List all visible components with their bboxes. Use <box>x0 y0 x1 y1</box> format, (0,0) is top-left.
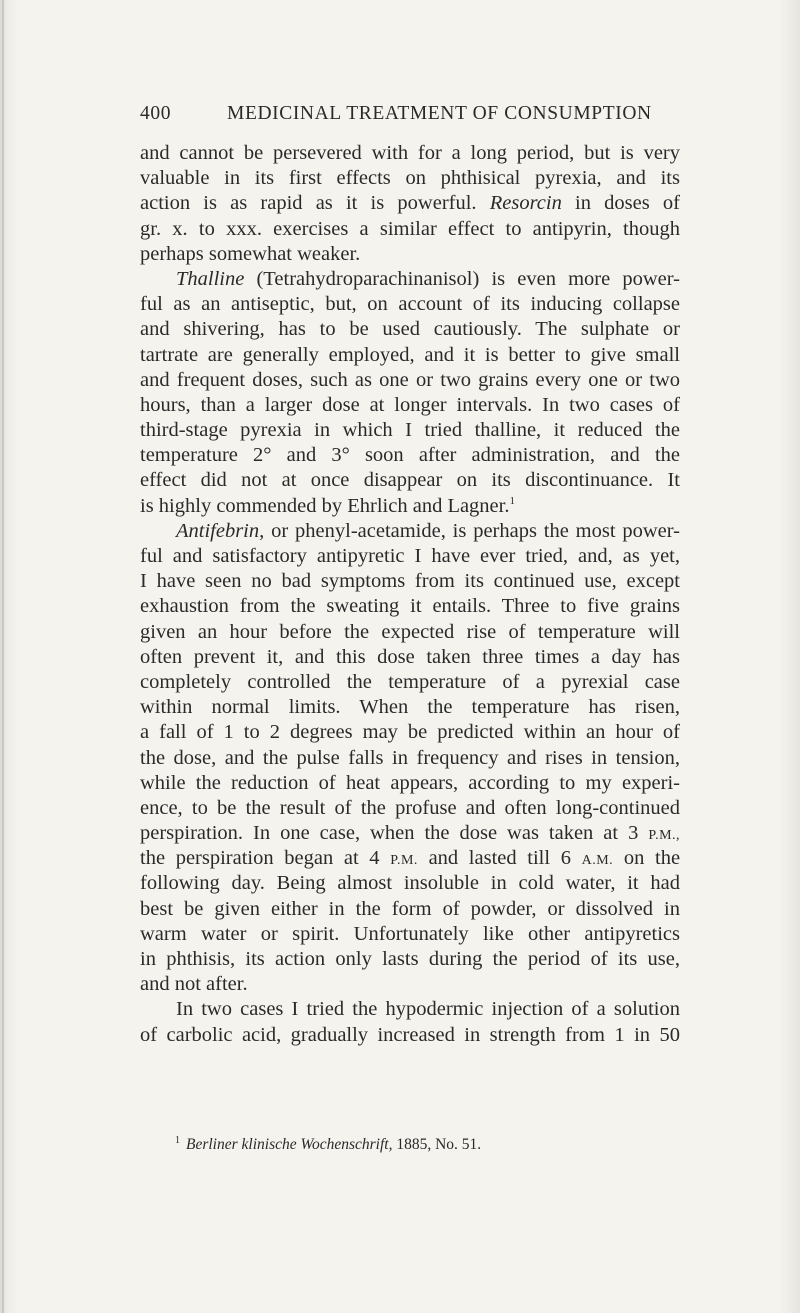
running-title: MEDICINAL TREATMENT OF CONSUMPTION <box>227 103 652 124</box>
text-line: following day. Being almost insoluble in cold water, it had <box>140 872 680 895</box>
text-line: exhaustion from the sweating it entails. Three to five grains <box>140 595 680 618</box>
text-line: of carbolic acid, gradually increased in strength from 1 in 50 <box>140 1023 680 1046</box>
text-line: hours, than a larger dose at longer intervals. In two cases of <box>140 393 680 416</box>
text-line: completely controlled the temperature of a pyrexial case <box>140 670 680 693</box>
drug-name-antifebrin: Antifebrin, <box>176 519 265 542</box>
text-line: ful as an antiseptic, but, on account of its inducing collapse <box>140 293 680 316</box>
text-line: is highly commended by Ehrlich and Lagner.$^1$ <box>140 494 515 517</box>
text-line: while the reduction of heat appears, according to my experi- <box>140 771 680 794</box>
page-gutter-shadow <box>2 0 4 1313</box>
page-number: 400 <box>140 103 172 124</box>
footnote-mark: 1 <box>175 1135 180 1146</box>
text-line: a fall of 1 to 2 degrees may be predicted within an hour of <box>140 721 680 744</box>
text-line: I have seen no bad symptoms from its continued use, except <box>140 570 680 593</box>
text-line: warm water or spirit. Unfortunately like other antipyretics <box>140 922 680 945</box>
text-line: in phthisis, its action only lasts during the period of its use, <box>140 948 680 970</box>
footnote <box>175 1135 655 1154</box>
text-line: often prevent it, and this dose taken three times a day has <box>140 645 680 668</box>
text-line: gr. x. to xxx. exercises a similar effect to antipyrin, though <box>140 217 680 240</box>
body-text <box>140 141 680 1048</box>
text-line: third-stage pyrexia in which I tried thalline, it reduced the <box>140 419 680 442</box>
text-line: valuable in its first effects on phthisical pyrexia, and its <box>140 167 680 190</box>
text-line: Thalline (Tetrahydroparachinanisol) is even more power- <box>176 267 681 290</box>
footnote-citation: 1885, No. 51. <box>396 1136 482 1154</box>
text-line: perspiration. In one case, when the dose was taken at 3 P.M., <box>140 822 681 845</box>
text-line: given an hour before the expected rise of temperature will <box>140 620 680 643</box>
text-line: In two cases I tried the hypodermic injection of a solution <box>176 998 680 1021</box>
text-line: temperature 2° and 3° soon after administration, and the <box>140 444 680 467</box>
text-line: best be given either in the form of powder, or dissolved in <box>140 897 680 920</box>
page-header <box>140 103 670 129</box>
text-line: tartrate are generally employed, and it is better to give small <box>140 343 680 366</box>
text-line: within normal limits. When the temperature has risen, <box>140 696 680 719</box>
text-line: and frequent doses, such as one or two grains every one or two <box>140 368 680 391</box>
text-line: ence, to be the result of the profuse and often long-continued <box>140 796 680 819</box>
text-line: the perspiration began at 4 P.M. and lasted till 6 A.M. on the <box>140 847 681 870</box>
text-line: and not after. <box>140 973 248 996</box>
footnote-source: Berliner klinische Wochenschrift, <box>186 1136 393 1154</box>
drug-name-thalline: Thalline <box>176 267 245 290</box>
text-line: the dose, and the pulse falls in frequency and rises in tension, <box>140 746 680 769</box>
text-line: effect did not at once disappear on its discontinuance. It <box>140 469 680 492</box>
text-line: perhaps somewhat weaker. <box>140 242 361 265</box>
drug-name-resorcin: Resorcin <box>489 192 562 215</box>
text-line: Antifebrin, or phenyl-acetamide, is perhaps the most power- <box>176 519 681 542</box>
footnote-reference: 1 <box>509 494 515 507</box>
text-line: and cannot be persevered with for a long period, but is very <box>140 142 680 164</box>
text-line: ful and satisfactory antipyretic I have ever tried, and, as yet, <box>140 545 680 567</box>
text-line: action is as rapid as it is powerful. Resorcin in doses of <box>140 192 680 215</box>
text-line: and shivering, has to be used cautiously. The sulphate or <box>140 318 680 341</box>
